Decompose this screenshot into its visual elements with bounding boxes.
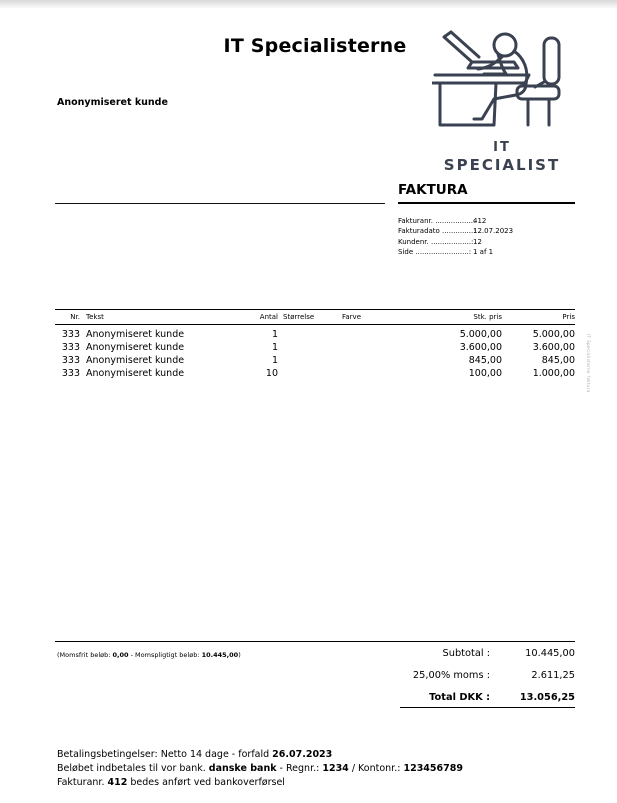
col-header-pris: Pris	[562, 313, 575, 321]
detail-row-fakturanr	[398, 216, 575, 226]
subtotal-value: 10.445,00	[525, 648, 575, 659]
cell-storrelse	[278, 354, 342, 367]
bank-text: Beløbet indbetales til vor bank.	[57, 763, 209, 774]
vat-liable-amount: 10.445,00	[201, 651, 239, 659]
detail-label: Fakturanr. .................:	[398, 217, 476, 225]
invoice-title-rule	[398, 202, 575, 204]
cell-farve	[342, 354, 395, 367]
vat-free-amount: 0,00	[112, 651, 129, 659]
cell-farve	[342, 341, 395, 354]
bank-name: danske bank	[208, 763, 277, 774]
cell-nr: 333	[61, 329, 80, 340]
invoice-details	[398, 216, 575, 257]
table-header-row	[55, 310, 575, 325]
page-top-shadow	[0, 0, 617, 9]
total-value: 13.056,25	[519, 692, 575, 703]
cell-antal: 1	[271, 342, 278, 353]
detail-label: Side ........................:	[398, 247, 472, 256]
cell-storrelse	[278, 341, 342, 354]
side-watermark-text: IT Specialisterne faktura	[586, 334, 591, 393]
cell-stk-pris: 5.000,00	[459, 329, 502, 340]
detail-value: 1 af 1	[473, 247, 494, 256]
due-date: 26.07.2023	[272, 749, 333, 760]
totals-section	[55, 641, 575, 703]
company-title: IT Specialisterne	[223, 35, 407, 57]
detail-label: Kundenr. ..................:	[398, 237, 474, 246]
detail-row-fakturadato	[398, 226, 575, 236]
cell-pris: 3.600,00	[532, 342, 575, 353]
table-row	[55, 328, 575, 341]
payment-terms-line3	[57, 776, 463, 790]
cell-pris: 845,00	[541, 355, 575, 366]
detail-value: 12.07.2023	[473, 227, 514, 236]
it-specialist-logo-icon	[432, 24, 572, 139]
cell-stk-pris: 3.600,00	[459, 342, 502, 353]
ref-text: Fakturanr.	[57, 777, 108, 788]
table-row	[55, 367, 575, 380]
cell-antal: 1	[271, 329, 278, 340]
regnr-value: 1234	[322, 763, 349, 774]
total-underline-rule	[400, 707, 575, 708]
col-header-nr: Nr.	[70, 313, 80, 321]
logo-text-line2: SPECIALIST	[443, 156, 561, 174]
address-divider-rule	[55, 203, 385, 204]
terms-text: Betalingsbetingelser: Netto 14 dage - forfald	[57, 749, 273, 760]
cell-pris: 1.000,00	[532, 368, 575, 379]
ref-invoice-number: 412	[107, 777, 128, 788]
col-header-storrelse: Størrelse	[283, 313, 315, 321]
total-row	[275, 692, 575, 705]
col-header-farve: Farve	[342, 313, 362, 321]
total-label: Total DKK :	[429, 692, 490, 703]
company-logo	[432, 24, 572, 174]
kontonr-value: 123456789	[403, 763, 463, 774]
col-header-antal: Antal	[259, 313, 278, 321]
detail-value: 12	[473, 237, 482, 246]
cell-stk-pris: 845,00	[468, 355, 502, 366]
invoice-info-block	[398, 182, 575, 257]
cell-nr: 333	[61, 342, 80, 353]
cell-farve	[342, 328, 395, 341]
line-items-table	[55, 309, 575, 380]
payment-terms-footer	[57, 748, 463, 790]
cell-tekst: Anonymiseret kunde	[86, 329, 185, 340]
cell-antal: 1	[271, 355, 278, 366]
vat-note	[57, 651, 241, 659]
vat-value: 2.611,25	[531, 670, 575, 681]
cell-nr: 333	[61, 368, 80, 379]
detail-row-side	[398, 247, 575, 257]
table-row	[55, 354, 575, 367]
cell-storrelse	[278, 367, 342, 380]
logo-text-line1: IT	[493, 140, 511, 155]
cell-antal: 10	[265, 368, 278, 379]
ref-text-cont: bedes anført ved bankoverførsel	[127, 777, 285, 788]
vat-note-part: )	[238, 651, 241, 659]
detail-row-kundenr	[398, 237, 575, 247]
col-header-tekst: Tekst	[86, 313, 104, 321]
regnr-text: - Regnr.:	[276, 763, 323, 774]
cell-farve	[342, 367, 395, 380]
cell-nr: 333	[61, 355, 80, 366]
detail-label: Fakturadato ..............:	[398, 227, 476, 236]
table-body	[55, 325, 575, 380]
detail-value: 412	[473, 217, 487, 225]
vat-note-part: - Momspligtigt beløb:	[128, 651, 202, 659]
customer-name: Anonymiseret kunde	[57, 97, 168, 108]
cell-tekst: Anonymiseret kunde	[86, 368, 185, 379]
payment-terms-line2	[57, 762, 463, 776]
cell-tekst: Anonymiseret kunde	[86, 342, 185, 353]
vat-label: 25,00% moms :	[412, 670, 490, 681]
kontonr-text: / Kontonr.:	[348, 763, 404, 774]
subtotal-label: Subtotal :	[442, 648, 490, 659]
vat-note-part: (Momsfrit beløb:	[57, 651, 113, 659]
subtotal-row	[275, 648, 575, 661]
vat-row	[275, 670, 575, 683]
cell-storrelse	[278, 328, 342, 341]
cell-pris: 5.000,00	[532, 329, 575, 340]
payment-terms-line1	[57, 748, 463, 762]
table-row	[55, 341, 575, 354]
cell-tekst: Anonymiseret kunde	[86, 355, 185, 366]
cell-stk-pris: 100,00	[468, 368, 502, 379]
col-header-stk-pris: Stk. pris	[473, 313, 502, 321]
invoice-title: FAKTURA	[398, 182, 468, 198]
